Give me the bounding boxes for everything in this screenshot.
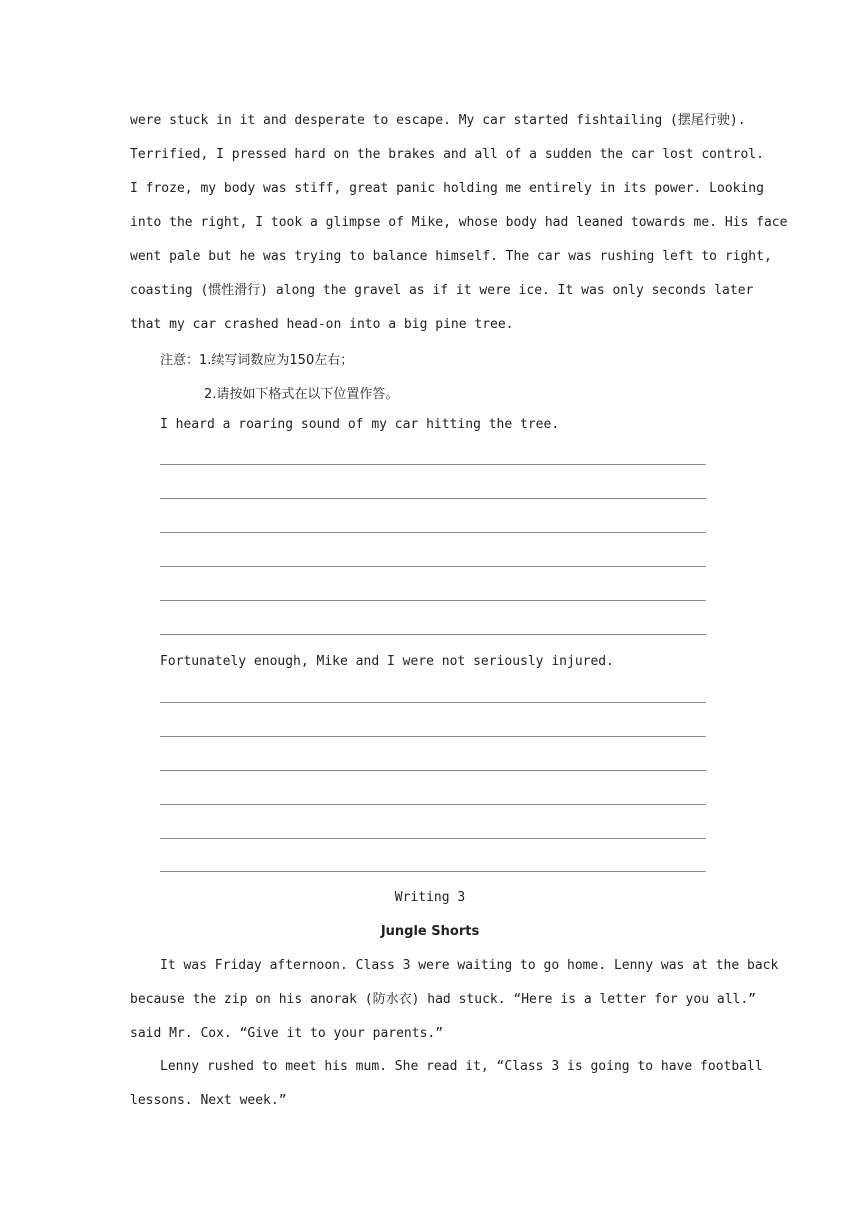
paragraph-line: lessons. Next week.” <box>130 1093 287 1108</box>
story-passage <box>130 104 788 342</box>
passage-line: went pale but he was trying to balance himself. The car was rushing left to right, <box>130 249 772 264</box>
writing-line[interactable] <box>160 566 706 567</box>
paragraph-line: Lenny rushed to meet his mum. She read it, “Class 3 is going to have football <box>160 1059 763 1074</box>
writing-line[interactable] <box>160 464 706 465</box>
writing-line[interactable] <box>160 498 706 499</box>
passage-line: were stuck in it and desperate to escape. My car started fishtailing (摆尾行驶). <box>130 113 746 128</box>
passage-line: I froze, my body was stiff, great panic holding me entirely in its power. Looking <box>130 181 764 196</box>
writing-line[interactable] <box>160 532 706 533</box>
paragraph-line: said Mr. Cox. “Give it to your parents.” <box>130 1026 444 1041</box>
passage-line: coasting (惯性滑行) along the gravel as if it were ice. It was only seconds later <box>130 283 754 298</box>
writing-line[interactable] <box>160 770 706 771</box>
writing-line[interactable] <box>160 838 706 839</box>
paragraph-line: It was Friday afternoon. Class 3 were waiting to go home. Lenny was at the back <box>160 958 779 973</box>
paragraph-prompt-1: I heard a roaring sound of my car hitting the tree. <box>160 417 560 432</box>
paragraph-prompt-2: Fortunately enough, Mike and I were not seriously injured. <box>160 654 614 669</box>
story-paragraph-1 <box>130 949 779 1051</box>
passage-line: into the right, I took a glimpse of Mike, whose body had leaned towards me. His face <box>130 215 788 230</box>
writing-line[interactable] <box>160 634 706 635</box>
paragraph-line: because the zip on his anorak (防水衣) had stuck. “Here is a letter for you all.” <box>130 992 756 1007</box>
writing-line[interactable] <box>160 871 706 872</box>
story-paragraph-2 <box>130 1050 763 1118</box>
writing-line[interactable] <box>160 600 706 601</box>
passage-line: Terrified, I pressed hard on the brakes and all of a sudden the car lost control. <box>130 147 764 162</box>
story-title: Jungle Shorts <box>380 924 480 939</box>
writing-line[interactable] <box>160 804 706 805</box>
writing-line[interactable] <box>160 736 706 737</box>
writing-line[interactable] <box>160 702 706 703</box>
passage-line: that my car crashed head-on into a big pine tree. <box>130 317 514 332</box>
note-word-count: 注意：1.续写词数应为150左右； <box>160 353 354 368</box>
note-format: 2.请按如下格式在以下位置作答。 <box>204 387 399 402</box>
section-heading: Writing 3 <box>394 890 466 905</box>
